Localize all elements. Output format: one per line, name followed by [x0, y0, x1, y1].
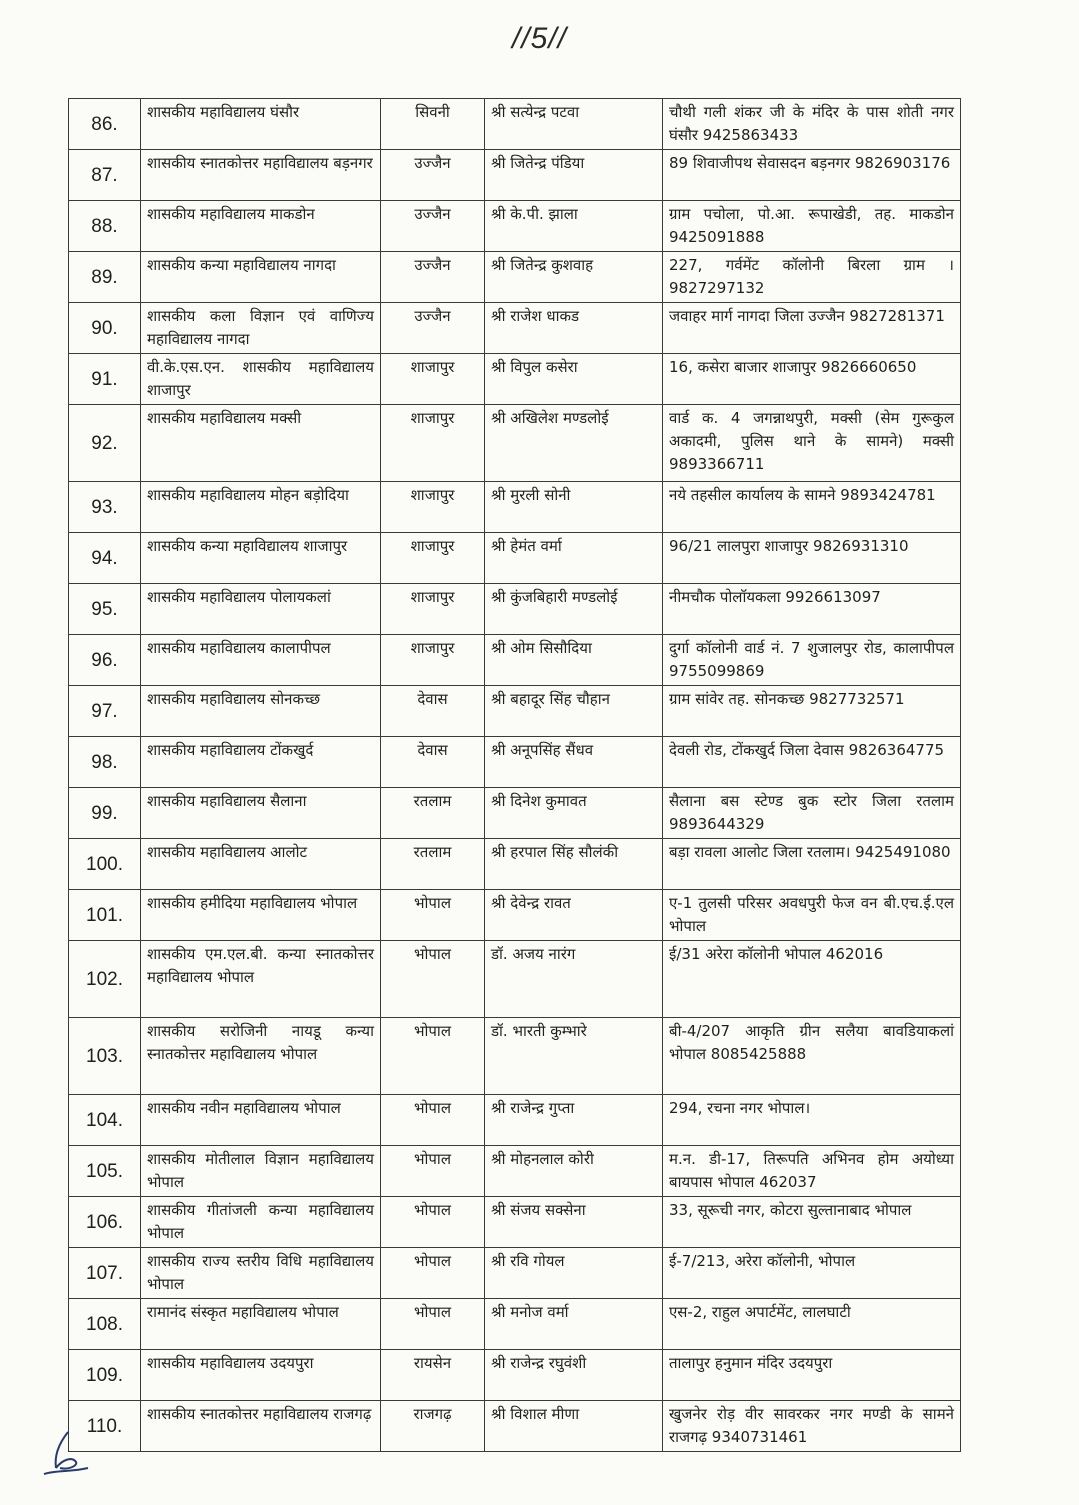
- district-name: भोपाल: [381, 1095, 485, 1146]
- address-phone: 16, कसेरा बाजार शाजापुर 9826660650: [663, 354, 961, 405]
- district-name: रतलाम: [381, 788, 485, 839]
- table-row: [69, 482, 961, 533]
- table-row: [69, 1197, 961, 1248]
- serial-number: 99.: [69, 788, 141, 839]
- district-name: भोपाल: [381, 1146, 485, 1197]
- serial-number: 101.: [69, 890, 141, 941]
- serial-number: 88.: [69, 201, 141, 252]
- college-name: शासकीय कन्या महाविद्यालय शाजापुर: [141, 533, 381, 584]
- address-phone: ग्राम सांवेर तह. सोनकच्छ 9827732571: [663, 686, 961, 737]
- table-row: [69, 1018, 961, 1095]
- person-name: श्री बहादूर सिंह चौहान: [485, 686, 663, 737]
- college-name: शासकीय एम.एल.बी. कन्या स्नातकोत्तर महाविद्यालय भोपाल: [141, 941, 381, 1018]
- address-phone: नीमचौक पोलॉयकला 9926613097: [663, 584, 961, 635]
- college-name: शासकीय मोतीलाल विज्ञान महाविद्यालय भोपाल: [141, 1146, 381, 1197]
- district-name: भोपाल: [381, 941, 485, 1018]
- address-phone: सैलाना बस स्टेण्ड बुक स्टोर जिला रतलाम 9893644329: [663, 788, 961, 839]
- college-name: शासकीय महाविद्यालय मोहन बड़ोदिया: [141, 482, 381, 533]
- serial-number: 89.: [69, 252, 141, 303]
- person-name: श्री अखिलेश मण्डलोई: [485, 405, 663, 482]
- college-name: शासकीय महाविद्यालय सोनकच्छ: [141, 686, 381, 737]
- person-name: श्री देवेन्द्र रावत: [485, 890, 663, 941]
- table-row: [69, 686, 961, 737]
- college-name: शासकीय महाविद्यालय कालापीपल: [141, 635, 381, 686]
- college-name: शासकीय स्नातकोत्तर महाविद्यालय बड़नगर: [141, 150, 381, 201]
- college-name: शासकीय महाविद्यालय आलोट: [141, 839, 381, 890]
- district-name: रायसेन: [381, 1350, 485, 1401]
- college-name: रामानंद संस्कृत महाविद्यालय भोपाल: [141, 1299, 381, 1350]
- person-name: श्री मनोज वर्मा: [485, 1299, 663, 1350]
- serial-number: 86.: [69, 99, 141, 150]
- person-name: श्री जितेन्द्र कुशवाह: [485, 252, 663, 303]
- college-name: शासकीय सरोजिनी नायडू कन्या स्नातकोत्तर महाविद्यालय भोपाल: [141, 1018, 381, 1095]
- college-name: शासकीय गीतांजली कन्या महाविद्यालय भोपाल: [141, 1197, 381, 1248]
- person-name: श्री विशाल मीणा: [485, 1401, 663, 1452]
- person-name: श्री ओम सिसौदिया: [485, 635, 663, 686]
- serial-number: 100.: [69, 839, 141, 890]
- address-phone: ई-7/213, अरेरा कॉलोनी, भोपाल: [663, 1248, 961, 1299]
- address-phone: जवाहर मार्ग नागदा जिला उज्जैन 9827281371: [663, 303, 961, 354]
- college-name: शासकीय महाविद्यालय सैलाना: [141, 788, 381, 839]
- serial-number: 108.: [69, 1299, 141, 1350]
- district-name: रतलाम: [381, 839, 485, 890]
- person-name: श्री राजेश धाकड: [485, 303, 663, 354]
- serial-number: 94.: [69, 533, 141, 584]
- person-name: श्री सत्येन्द्र पटवा: [485, 99, 663, 150]
- serial-number: 107.: [69, 1248, 141, 1299]
- college-name: शासकीय महाविद्यालय मक्सी: [141, 405, 381, 482]
- college-name: शासकीय महाविद्यालय पोलायकलां: [141, 584, 381, 635]
- table-row: [69, 788, 961, 839]
- district-name: भोपाल: [381, 1299, 485, 1350]
- table-row: [69, 252, 961, 303]
- address-phone: बड़ा रावला आलोट जिला रतलाम। 9425491080: [663, 839, 961, 890]
- district-name: शाजापुर: [381, 482, 485, 533]
- address-phone: नये तहसील कार्यालय के सामने 9893424781: [663, 482, 961, 533]
- serial-number: 90.: [69, 303, 141, 354]
- address-phone: 96/21 लालपुरा शाजापुर 9826931310: [663, 533, 961, 584]
- college-contact-table: [68, 98, 961, 1452]
- serial-number: 93.: [69, 482, 141, 533]
- address-phone: 33, सूरूची नगर, कोटरा सुल्तानाबाद भोपाल: [663, 1197, 961, 1248]
- district-name: शाजापुर: [381, 354, 485, 405]
- table-row: [69, 405, 961, 482]
- address-phone: ए-1 तुलसी परिसर अवधपुरी फेज वन बी.एच.ई.एल भोपाल: [663, 890, 961, 941]
- serial-number: 102.: [69, 941, 141, 1018]
- table-row: [69, 150, 961, 201]
- person-name: श्री हेमंत वर्मा: [485, 533, 663, 584]
- person-name: श्री दिनेश कुमावत: [485, 788, 663, 839]
- serial-number: 104.: [69, 1095, 141, 1146]
- signature-mark: [38, 1428, 94, 1480]
- serial-number: 109.: [69, 1350, 141, 1401]
- person-name: डॉ. भारती कुम्भारे: [485, 1018, 663, 1095]
- table-row: [69, 1350, 961, 1401]
- college-name: शासकीय महाविद्यालय टोंकखुर्द: [141, 737, 381, 788]
- table-body: [69, 99, 961, 1452]
- table-row: [69, 1299, 961, 1350]
- person-name: श्री के.पी. झाला: [485, 201, 663, 252]
- district-name: उज्जैन: [381, 303, 485, 354]
- district-name: उज्जैन: [381, 201, 485, 252]
- district-name: शाजापुर: [381, 533, 485, 584]
- college-name: शासकीय राज्य स्तरीय विधि महाविद्यालय भोपाल: [141, 1248, 381, 1299]
- person-name: श्री विपुल कसेरा: [485, 354, 663, 405]
- district-name: भोपाल: [381, 890, 485, 941]
- person-name: श्री राजेन्द्र रघुवंशी: [485, 1350, 663, 1401]
- table-row: [69, 354, 961, 405]
- person-name: श्री अनूपसिंह सैंधव: [485, 737, 663, 788]
- table-row: [69, 1401, 961, 1452]
- address-phone: चौथी गली शंकर जी के मंदिर के पास शोती नगर घंसौर 9425863433: [663, 99, 961, 150]
- table-row: [69, 533, 961, 584]
- college-name: शासकीय नवीन महाविद्यालय भोपाल: [141, 1095, 381, 1146]
- serial-number: 105.: [69, 1146, 141, 1197]
- person-name: श्री हरपाल सिंह सौलंकी: [485, 839, 663, 890]
- district-name: शाजापुर: [381, 405, 485, 482]
- district-name: शाजापुर: [381, 584, 485, 635]
- address-phone: ग्राम पचोला, पो.आ. रूपाखेडी, तह. माकडोन 9425091888: [663, 201, 961, 252]
- district-name: देवास: [381, 737, 485, 788]
- person-name: श्री मोहनलाल कोरी: [485, 1146, 663, 1197]
- district-name: भोपाल: [381, 1018, 485, 1095]
- table-row: [69, 303, 961, 354]
- address-phone: बी-4/207 आकृति ग्रीन सलैया बावडियाकलां भोपाल 8085425888: [663, 1018, 961, 1095]
- table-row: [69, 1146, 961, 1197]
- address-phone: 89 शिवाजीपथ सेवासदन बड़नगर 9826903176: [663, 150, 961, 201]
- serial-number: 106.: [69, 1197, 141, 1248]
- table-row: [69, 890, 961, 941]
- college-name: शासकीय हमीदिया महाविद्यालय भोपाल: [141, 890, 381, 941]
- college-name: शासकीय स्नातकोत्तर महाविद्यालय राजगढ़: [141, 1401, 381, 1452]
- address-phone: म.न. डी-17, तिरूपति अभिनव होम अयोध्या बायपास भोपाल 462037: [663, 1146, 961, 1197]
- district-name: भोपाल: [381, 1248, 485, 1299]
- district-name: शाजापुर: [381, 635, 485, 686]
- address-phone: एस-2, राहुल अपार्टमेंट, लालघाटी: [663, 1299, 961, 1350]
- table-row: [69, 584, 961, 635]
- table-row: [69, 201, 961, 252]
- district-name: देवास: [381, 686, 485, 737]
- table-row: [69, 99, 961, 150]
- district-name: भोपाल: [381, 1197, 485, 1248]
- address-phone: दुर्गा कॉलोनी वार्ड नं. 7 शुजालपुर रोड, कालापीपल 9755099869: [663, 635, 961, 686]
- table-row: [69, 839, 961, 890]
- person-name: श्री राजेन्द्र गुप्ता: [485, 1095, 663, 1146]
- person-name: डॉ. अजय नारंग: [485, 941, 663, 1018]
- address-phone: तालापुर हनुमान मंदिर उदयपुरा: [663, 1350, 961, 1401]
- serial-number: 103.: [69, 1018, 141, 1095]
- serial-number: 97.: [69, 686, 141, 737]
- district-name: राजगढ़: [381, 1401, 485, 1452]
- table-row: [69, 737, 961, 788]
- address-phone: देवली रोड, टोंकखुर्द जिला देवास 9826364775: [663, 737, 961, 788]
- college-name: शासकीय महाविद्यालय उदयपुरा: [141, 1350, 381, 1401]
- table-row: [69, 1248, 961, 1299]
- table-row: [69, 1095, 961, 1146]
- address-phone: 294, रचना नगर भोपाल।: [663, 1095, 961, 1146]
- person-name: श्री संजय सक्सेना: [485, 1197, 663, 1248]
- page-number: //5//: [511, 22, 568, 55]
- college-name: शासकीय महाविद्यालय माकडोन: [141, 201, 381, 252]
- address-phone: खुजनेर रोड़ वीर सावरकर नगर मण्डी के सामने राजगढ़ 9340731461: [663, 1401, 961, 1452]
- serial-number: 110.: [69, 1401, 141, 1452]
- district-name: सिवनी: [381, 99, 485, 150]
- table-row: [69, 635, 961, 686]
- serial-number: 87.: [69, 150, 141, 201]
- person-name: श्री रवि गोयल: [485, 1248, 663, 1299]
- address-phone: ई/31 अरेरा कॉलोनी भोपाल 462016: [663, 941, 961, 1018]
- district-name: उज्जैन: [381, 150, 485, 201]
- serial-number: 92.: [69, 405, 141, 482]
- district-name: उज्जैन: [381, 252, 485, 303]
- address-phone: 227, गर्वमेंट कॉलोनी बिरला ग्राम । 9827297132: [663, 252, 961, 303]
- table-row: [69, 941, 961, 1018]
- college-name: शासकीय कन्या महाविद्यालय नागदा: [141, 252, 381, 303]
- person-name: श्री कुंजबिहारी मण्डलोई: [485, 584, 663, 635]
- college-name: वी.के.एस.एन. शासकीय महाविद्यालय शाजापुर: [141, 354, 381, 405]
- serial-number: 96.: [69, 635, 141, 686]
- college-name: शासकीय महाविद्यालय घंसौर: [141, 99, 381, 150]
- serial-number: 91.: [69, 354, 141, 405]
- person-name: श्री मुरली सोनी: [485, 482, 663, 533]
- serial-number: 98.: [69, 737, 141, 788]
- serial-number: 95.: [69, 584, 141, 635]
- college-name: शासकीय कला विज्ञान एवं वाणिज्य महाविद्यालय नागदा: [141, 303, 381, 354]
- person-name: श्री जितेन्द्र पंडिया: [485, 150, 663, 201]
- address-phone: वार्ड क. 4 जगन्नाथपुरी, मक्सी (सेम गुरूकुल अकादमी, पुलिस थाने के सामने) मक्सी 9893366711: [663, 405, 961, 482]
